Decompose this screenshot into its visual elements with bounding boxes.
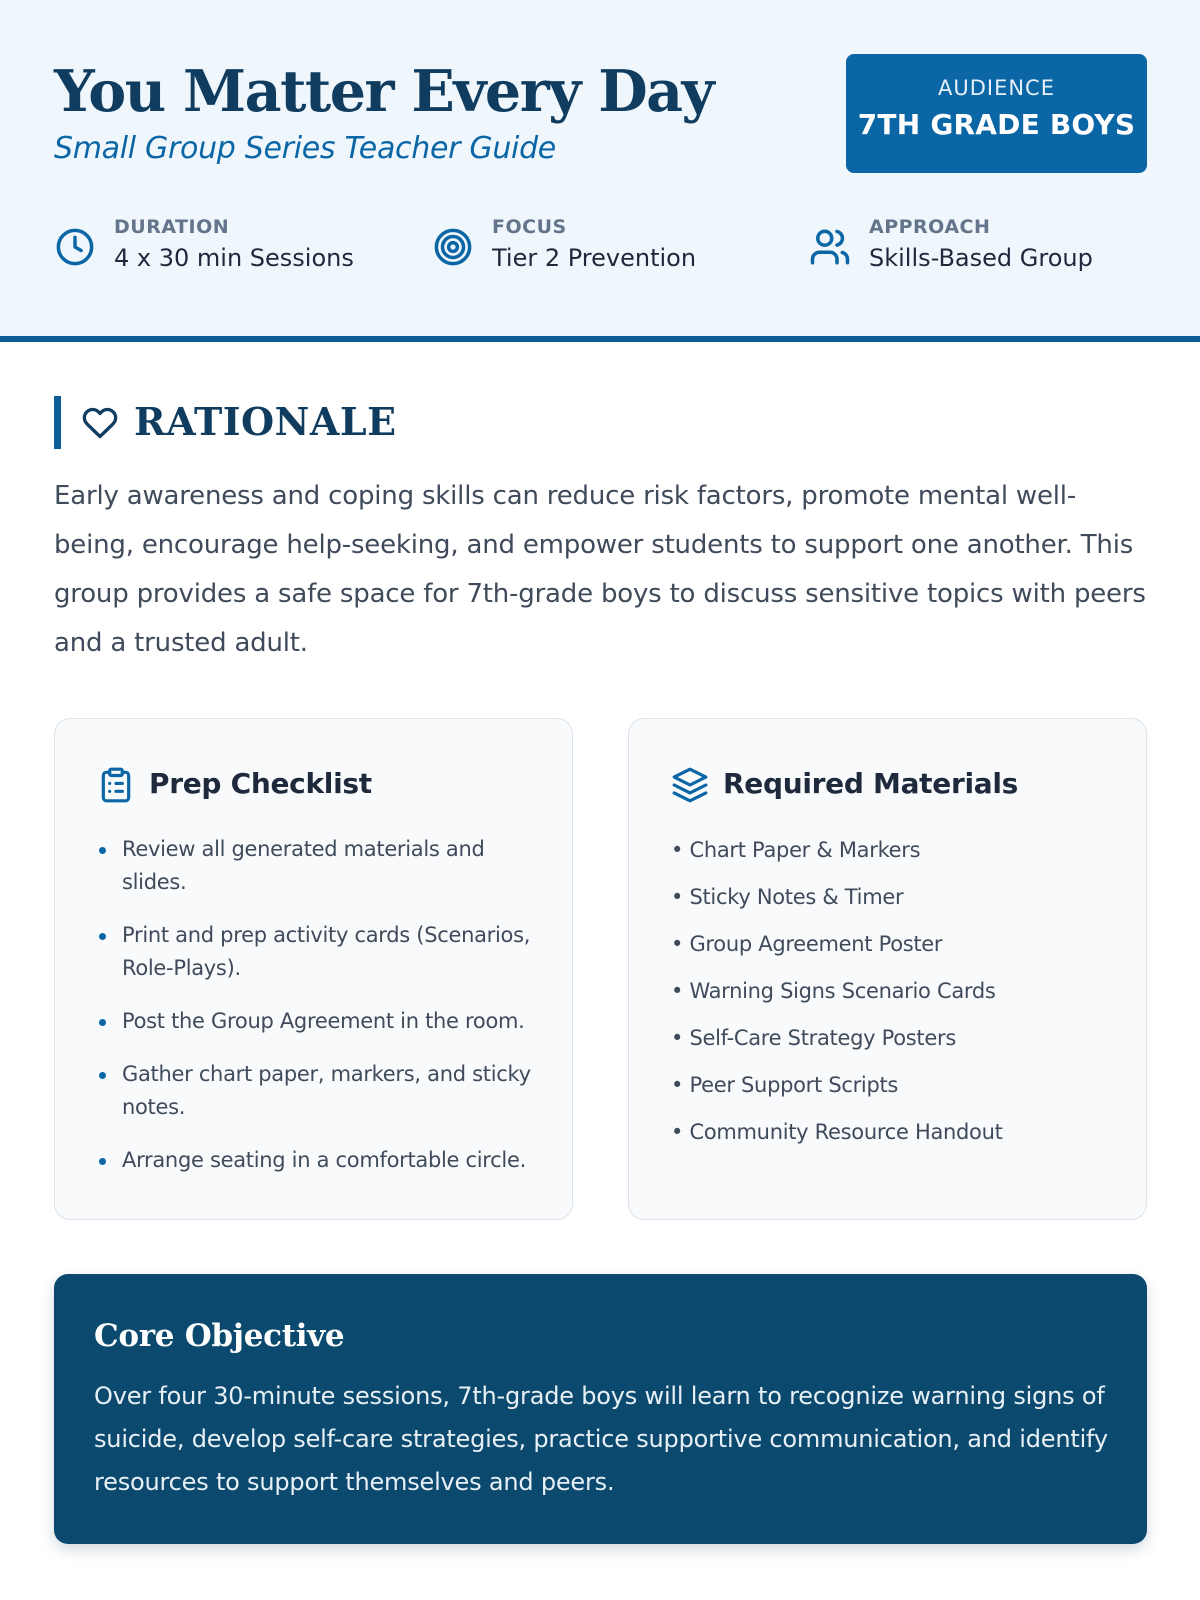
- list-item: [97, 1144, 537, 1177]
- list-item-text: Post the Group Agreement in the room.: [122, 1009, 525, 1033]
- meta-value: 4 x 30 min Sessions: [114, 244, 354, 272]
- users-icon: [809, 226, 851, 268]
- list-item: • Sticky Notes & Timer: [671, 885, 904, 909]
- audience-badge: [846, 54, 1147, 173]
- list-item: [97, 833, 537, 899]
- page-title: You Matter Every Day: [54, 58, 714, 125]
- section-accent-bar: [54, 396, 61, 449]
- rationale-text: Early awareness and coping skills can reduce risk factors, promote mental well-being, encourage help-seeking, and empower students to support one another. This group provides a safe space for 7th-grade boys to discuss sensitive topics with peers and a trusted adult.: [54, 481, 1146, 658]
- objective-title: Core Objective: [94, 1318, 345, 1354]
- guide-header: [0, 0, 1200, 342]
- meta-label: DURATION: [114, 216, 230, 238]
- list-item-text: Print and prep activity cards (Scenarios, Role-Plays).: [122, 923, 531, 980]
- list-item: [97, 1005, 537, 1038]
- bullet: [99, 933, 106, 940]
- bullet: [99, 847, 106, 854]
- section-title: RATIONALE: [134, 399, 397, 444]
- core-objective-panel: [54, 1274, 1147, 1544]
- meta-label: APPROACH: [869, 216, 991, 238]
- audience-label: AUDIENCE: [937, 76, 1055, 100]
- bullet: [99, 1019, 106, 1026]
- list-item-text: Arrange seating in a comfortable circle.: [122, 1148, 526, 1172]
- prep-checklist: [97, 833, 537, 1197]
- list-item-text: Review all generated materials and slides.: [122, 837, 485, 894]
- target-icon: [432, 226, 474, 268]
- list-item-text: Gather chart paper, markers, and sticky notes.: [122, 1062, 531, 1119]
- bullet: [99, 1158, 106, 1165]
- page-subtitle: Small Group Series Teacher Guide: [54, 131, 556, 166]
- prep-checklist-card: [54, 718, 573, 1220]
- clock-icon: [54, 226, 96, 268]
- card-title: Prep Checklist: [149, 767, 372, 800]
- list-item: • Warning Signs Scenario Cards: [671, 979, 996, 1003]
- list-item: • Community Resource Handout: [671, 1120, 1003, 1144]
- clipboard-list-icon: [97, 765, 135, 805]
- list-item: • Peer Support Scripts: [671, 1073, 899, 1097]
- meta-value: Tier 2 Prevention: [492, 244, 697, 272]
- bullet: [99, 1072, 106, 1079]
- meta-value: Skills-Based Group: [869, 244, 1093, 272]
- layers-icon: [671, 765, 709, 805]
- required-materials-card: [628, 718, 1147, 1220]
- audience-value: 7TH GRADE BOYS: [857, 108, 1136, 141]
- list-item: [97, 919, 537, 985]
- card-title: Required Materials: [723, 767, 1019, 800]
- materials-list: [671, 834, 1003, 1163]
- meta-label: FOCUS: [492, 216, 567, 238]
- list-item: [97, 1058, 537, 1124]
- list-item: • Chart Paper & Markers: [671, 838, 921, 862]
- list-item: • Self-Care Strategy Posters: [671, 1026, 956, 1050]
- heart-icon: [80, 405, 120, 441]
- list-item: • Group Agreement Poster: [671, 932, 943, 956]
- objective-text: Over four 30-minute sessions, 7th-grade boys will learn to recognize warning signs of suicide, develop self-care strategies, practice supportive communication, and identify resources to support themselves and peers.: [94, 1382, 1108, 1496]
